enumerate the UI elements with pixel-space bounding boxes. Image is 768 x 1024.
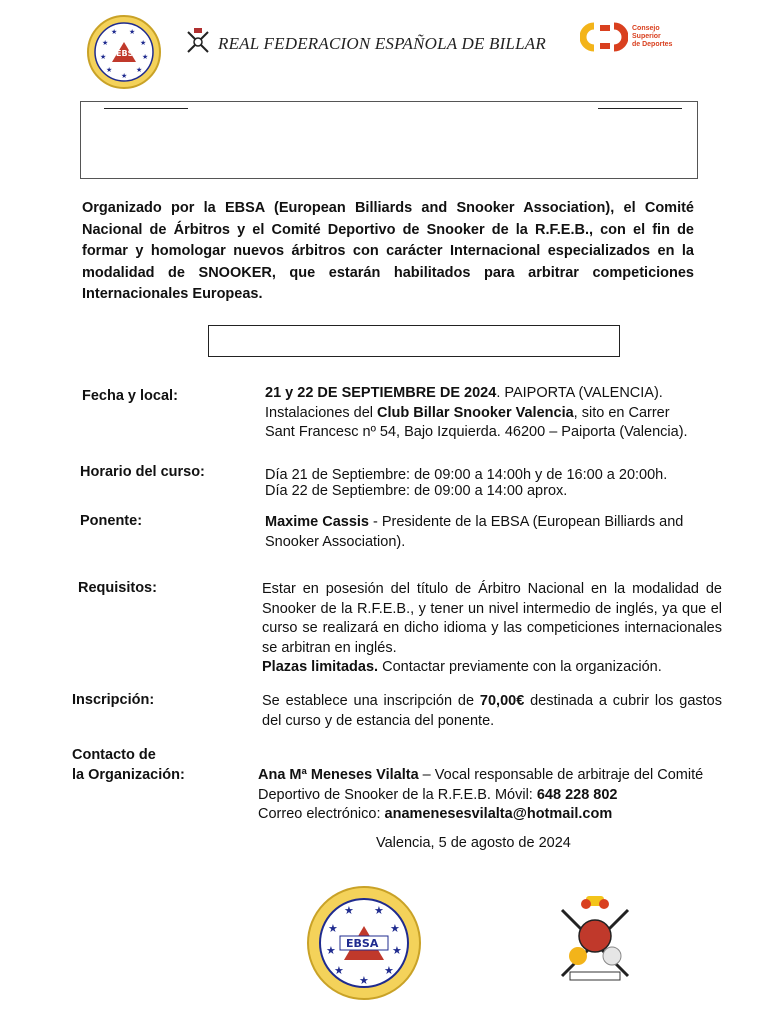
svg-text:★: ★ xyxy=(136,66,143,74)
svg-text:★: ★ xyxy=(392,944,402,957)
svg-text:★: ★ xyxy=(129,28,136,36)
svg-text:★: ★ xyxy=(374,904,384,917)
ebsa-logo xyxy=(84,14,164,90)
svg-text:★: ★ xyxy=(106,66,113,74)
rfeb-crest-icon xyxy=(186,28,210,59)
requisitos-label: Requisitos: xyxy=(78,580,157,596)
svg-text:★: ★ xyxy=(111,28,118,36)
date-line: Valencia, 5 de agosto de 2024 xyxy=(376,835,571,851)
rfeb-title: REAL FEDERACION ESPAÑOLA DE BILLAR xyxy=(218,33,546,53)
svg-text:★: ★ xyxy=(334,964,344,977)
inscripcion-value: Se establece una inscripción de 70,00€ destinada a cubrir los gastos del curso y de estancia del ponente. xyxy=(262,693,722,729)
ponente-label: Ponente: xyxy=(80,513,143,529)
fecha-value: 21 y 22 DE SEPTIEMBRE DE 2024. PAIPORTA (VALENCIA). Instalaciones del Club Billar Snooker Valencia, sito en Carrer Sant Francesc nº 54, Bajo Izquierda. 46200 – Paiporta (Valencia). xyxy=(265,385,688,440)
inscripcion-label: Inscripción: xyxy=(72,692,155,708)
intro-paragraph: Organizado por la EBSA (European Billiards and Snooker Association), el Comité Nacional de Árbitros y el Comité Deportivo de Snooker de la R.F.E.B., con el fin de formar y homologar nuevos árbitros con carácter Internacional especializados en la modalidad de SNOOKER, que estarán habilitados para arbitrar competiciones Internacionales Europeas. xyxy=(82,200,694,302)
rule-left xyxy=(104,108,188,109)
email-link[interactable]: anamenesesvilalta@hotmail.com xyxy=(384,806,613,822)
section-box xyxy=(208,325,620,357)
svg-text:★: ★ xyxy=(142,53,149,61)
rule-right xyxy=(598,108,682,109)
ebsa-logo-large xyxy=(300,884,428,1002)
svg-text:★: ★ xyxy=(140,39,147,47)
svg-text:★: ★ xyxy=(390,922,400,935)
csd-text: Consejo Superior de Deportes xyxy=(632,25,673,48)
ponente-value: Maxime Cassis - Presidente de la EBSA (European Billiards and Snooker Association). xyxy=(265,514,684,550)
rfeb-header xyxy=(186,28,546,59)
svg-text:EBSA: EBSA xyxy=(116,49,140,58)
svg-text:★: ★ xyxy=(328,922,338,935)
horario-label: Horario del curso: xyxy=(80,464,205,480)
requisitos-value: Estar en posesión del título de Árbitro Nacional en la modalidad de Snooker de la R.F.E.B., y tener un nivel intermedio de inglés, ya que el curso se realizará en dicho idioma y las competiciones internacionales se arbitran en inglés. Plazas limitadas. Contactar previamente con la organización. xyxy=(262,581,722,675)
svg-text:★: ★ xyxy=(326,944,336,957)
csd-logo xyxy=(580,20,672,54)
title-box xyxy=(80,101,698,179)
rfeb-logo xyxy=(556,892,634,984)
svg-text:★: ★ xyxy=(121,72,128,80)
svg-text:★: ★ xyxy=(359,974,369,987)
fecha-label: Fecha y local: xyxy=(82,388,178,404)
contacto-value: Ana Mª Meneses Vilalta – Vocal responsable de arbitraje del Comité Deportivo de Snooker de la R.F.E.B. Móvil: 648 228 802 Correo electrónico: anamenesesvilalta@hotmail.com xyxy=(258,767,704,822)
svg-text:EBSA: EBSA xyxy=(346,937,379,950)
svg-text:★: ★ xyxy=(102,39,109,47)
svg-text:★: ★ xyxy=(344,904,354,917)
horario-value: Día 21 de Septiembre: de 09:00 a 14:00h y de 16:00 a 20:00h. Día 22 de Septiembre: de 09:00 a 14:00 aprox. xyxy=(265,467,668,499)
contacto-label: Contacto de la Organización: xyxy=(72,747,185,783)
svg-text:★: ★ xyxy=(100,53,107,61)
svg-text:★: ★ xyxy=(384,964,394,977)
csd-mark-icon xyxy=(580,20,628,54)
